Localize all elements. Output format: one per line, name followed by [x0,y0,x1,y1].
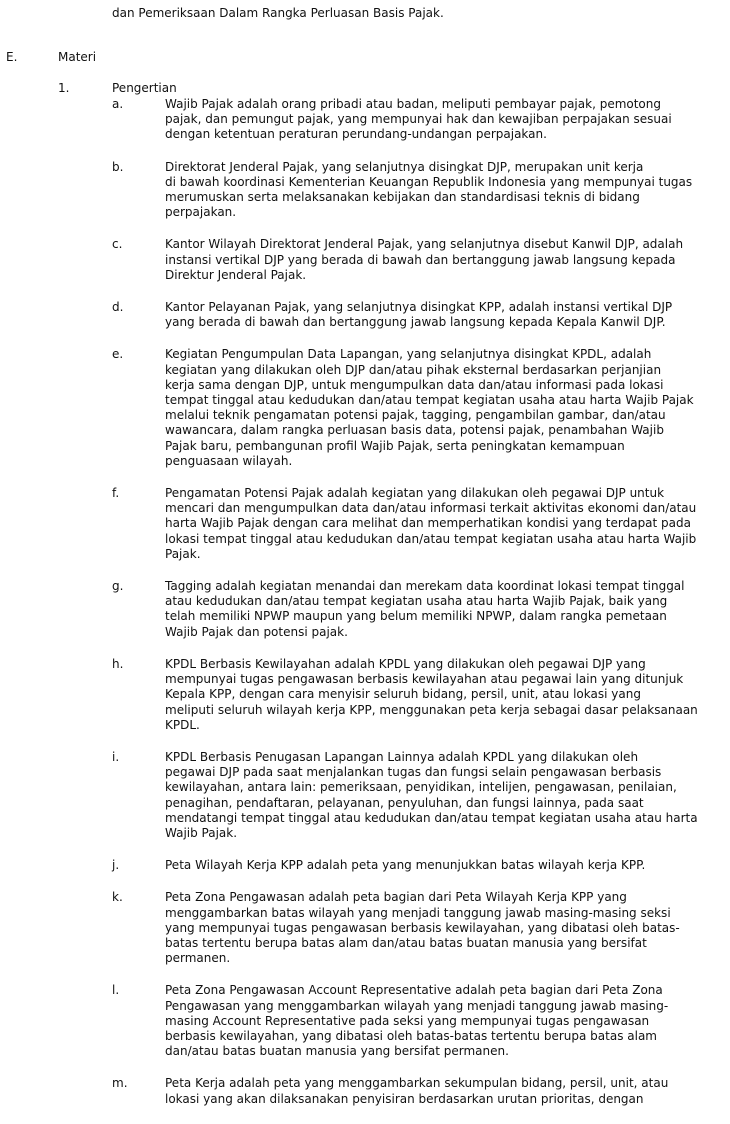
item-letter: j. [112,858,120,873]
item-letter: f. [112,486,120,501]
item-letter: k. [112,890,123,905]
item-text: Peta Zona Pengawasan Account Representative adalah peta bagian dari Peta Zona Pengawasan yang menggambarkan wilayah yang menjadi tanggung jawab masing- masing Account Representative pada seksi yang mempunyai tugas pengawasan berbasis kewilayahan, yang dibatasi oleh batas-batas tertentu berupa batas alam dan/atau batas buatan manusia yang bersifat permanen. [165,983,669,1059]
definition-item-m [0,1076,730,1106]
continuation-line: dan Pemeriksaan Dalam Rangka Perluasan Basis Pajak. [112,6,444,20]
item-letter: g. [112,579,124,594]
item-letter: e. [112,347,124,362]
definition-item-a [0,97,730,143]
definition-item-d [0,300,730,330]
item-text: Tagging adalah kegiatan menandai dan merekam data koordinat lokasi tempat tinggal atau kedudukan dan/atau tempat kegiatan usaha atau harta Wajib Pajak, baik yang telah memiliki NPWP maupun yang belum memiliki NPWP, dalam rangka pemetaan Wajib Pajak dan potensi pajak. [165,579,685,639]
definition-item-k [0,890,730,966]
definition-item-j [0,858,730,873]
definition-item-i [0,750,730,841]
section-title: Materi [58,50,97,64]
definition-list [0,97,730,1124]
definition-item-g [0,579,730,640]
item-letter: b. [112,159,124,174]
subsection-title: Pengertian [112,81,177,95]
item-text: Peta Zona Pengawasan adalah peta bagian dari Peta Wilayah Kerja KPP yang menggambarkan batas wilayah yang menjadi tanggung jawab masing-masing seksi yang mempunyai tugas pengawasan berbasis kewilayahan, yang dibatasi oleh batas- batas tertentu berupa batas alam dan/atau batas buatan manusia yang bersifat permanen. [165,890,680,966]
definition-item-l [0,983,730,1059]
item-letter: c. [112,237,123,252]
item-text: Kantor Wilayah Direktorat Jenderal Pajak, yang selanjutnya disebut Kanwil DJP, adalah instansi vertikal DJP yang berada di bawah dan bertanggung jawab langsung kepada Direktur Jenderal Pajak. [165,237,684,282]
definition-item-e [0,347,730,469]
item-text: Peta Wilayah Kerja KPP adalah peta yang menunjukkan batas wilayah kerja KPP. [165,858,646,873]
item-letter: i. [112,749,120,764]
item-letter: m. [112,1076,128,1091]
item-letter: l. [112,983,120,998]
item-text: Direktorat Jenderal Pajak, yang selanjutnya disingkat DJP, merupakan unit kerja di bawah koordinasi Kementerian Keuangan Republik Indonesia yang mempunyai tugas merumuskan serta melaksanakan kebijakan dan standardisasi teknis di bidang perpajakan. [165,159,693,220]
definition-item-c [0,237,730,283]
item-text: Kantor Pelayanan Pajak, yang selanjutnya disingkat KPP, adalah instansi vertikal DJP yang berada di bawah dan bertanggung jawab langsung kepada Kepala Kanwil DJP. [165,300,673,330]
item-text: Peta Kerja adalah peta yang menggambarkan sekumpulan bidang, persil, unit, atau lokasi yang akan dilaksanakan penyisiran berdasarkan urutan prioritas, dengan [165,1076,669,1106]
item-text: Wajib Pajak adalah orang pribadi atau badan, meliputi pembayar pajak, pemotong pajak, dan pemungut pajak, yang mempunyai hak dan kewajiban perpajakan sesuai dengan ketentuan peraturan perundang-undangan perpajakan. [165,97,672,142]
item-letter: h. [112,656,124,671]
item-letter: d. [112,300,124,315]
item-letter: a. [112,97,124,111]
definition-item-b [0,160,730,221]
definition-item-h [0,657,730,733]
item-text: KPDL Berbasis Kewilayahan adalah KPDL yang dilakukan oleh pegawai DJP yang mempunyai tugas pengawasan berbasis kewilayahan atau pegawai lain yang ditunjuk Kepala KPP, dengan cara menyisir seluruh bidang, persil, unit, atau lokasi yang meliputi seluruh wilayah kerja KPP, menggunakan peta kerja sebagai dasar pelaksanaan KPDL. [165,656,698,732]
item-text: Kegiatan Pengumpulan Data Lapangan, yang selanjutnya disingkat KPDL, adalah kegiatan yang dilakukan oleh DJP dan/atau pihak eksternal berdasarkan perjanjian kerja sama dengan DJP, untuk mengumpulkan data dan/atau informasi pada lokasi tempat tinggal atau kedudukan dan/atau tempat kegiatan usaha atau harta Wajib Pajak melalui teknik pengamatan potensi pajak, tagging, pengambilan gambar, dan/atau wawancara, dalam rangka perluasan basis data, potensi pajak, penambahan Wajib Pajak baru, pembangunan profil Wajib Pajak, serta peningkatan kemampuan penguasaan wilayah. [165,347,694,468]
definition-item-f [0,486,730,562]
item-text: KPDL Berbasis Penugasan Lapangan Lainnya adalah KPDL yang dilakukan oleh pegawai DJP pada saat menjalankan tugas dan fungsi selain pengawasan berbasis kewilayahan, antara lain: pemeriksaan, penyidikan, intelijen, pengawasan, penilaian, penagihan, pendaftaran, pelayanan, penyuluhan, dan fungsi lainnya, pada saat mendatangi tempat tinggal atau kedudukan dan/atau tempat kegiatan usaha atau harta Wajib Pajak. [165,749,698,840]
subsection-number: 1. [58,81,70,95]
section-letter: E. [6,50,18,64]
item-text: Pengamatan Potensi Pajak adalah kegiatan yang dilakukan oleh pegawai DJP untuk mencari dan mengumpulkan data dan/atau informasi terkait aktivitas ekonomi dan/atau harta Wajib Pajak dengan cara melihat dan memperhatikan kondisi yang terdapat pada lokasi tempat tinggal atau kedudukan dan/atau tempat kegiatan usaha atau harta Wajib Pajak. [165,486,697,561]
